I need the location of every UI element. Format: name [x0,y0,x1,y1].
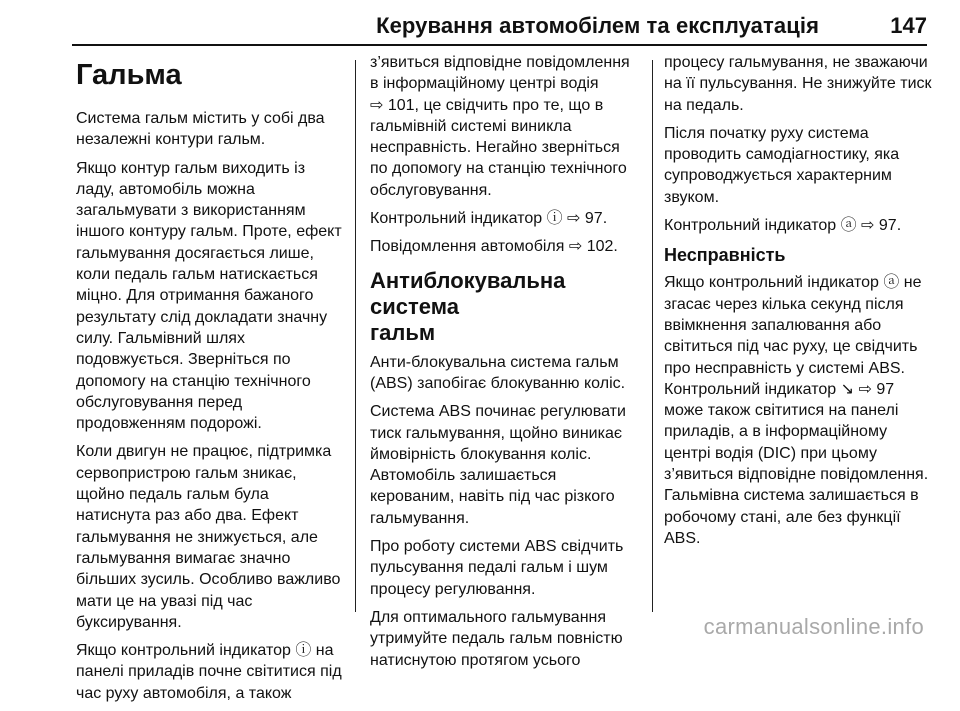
paragraph: Анти-блокувальна система гальм (ABS) запобігає блокуванню коліс. [370,353,626,392]
paragraph: Контрольний індикатор ⓐ ⇨ 97. [664,217,902,235]
paragraph: Контрольний індикатор ⓘ ⇨ 97. [370,210,608,228]
paragraph: Якщо контрольний індикатор ⓘ на панелі приладів почне світитися під час руху автомобіля, а також [76,642,342,702]
section-heading-brakes: Гальма [76,59,182,91]
page-number: 147 [890,13,927,38]
paragraph: Якщо контур гальм виходить із ладу, автомобіль можна загальмувати з використанням іншого контуру гальм. Проте, ефект гальмування досягається лише, коли педаль гальм натискається міцно. Для отримання бажаного результату слід докладати значну силу. Гальмівний шлях подовжується. Зверніться по допомогу на станцію технічного обслуговування перед продовженням подорожі. [76,159,342,433]
paragraph: Система гальм містить у собі два незалежні контури гальм. [76,110,325,149]
column-middle [370,52,648,678]
page-header [72,0,927,46]
section-heading-abs: Антиблокувальна система гальм [370,267,566,345]
paragraph: Коли двигун не працює, підтримка сервопристрою гальм зникає, щойно педаль гальм була натиснута раз або два. Ефект гальмування не знижується, але гальмування вимагає значно більших зусиль. Особливо важливо мати це на увазі під час буксирування. [76,443,341,631]
chapter-title: Керування автомобілем та експлуатація [376,13,819,38]
column-right [664,52,936,556]
column-left [76,52,352,711]
column-divider [355,60,356,612]
section-heading-malfunction: Несправність [664,245,786,266]
paragraph: Якщо контрольний індикатор ⓐ не згасає через кілька секунд після ввімкнення запалювання або світиться під час руху, це свідчить про несправність у системі ABS. Контрольний індикатор ↘ ⇨ 97 може також світитися на панелі приладів, а в інформаційному центрі водія (DIC) при цьому з’явиться відповідне повідомлення. Гальмівна система залишається в робочому стані, але без функції ABS. [664,274,929,547]
paragraph: Для оптимального гальмування утримуйте педаль гальм повністю натиснутою протягом усього [370,608,623,669]
paragraph: з’явиться відповідне повідомлення в інформаційному центрі водія ⇨ 101, це свідчить про те, що в гальмівній системі виникла несправність. Негайно зверніться по допомогу на станцію технічного обслуговування. [370,54,630,199]
paragraph: Повідомлення автомобіля ⇨ 102. [370,238,618,256]
paragraph: Про роботу системи ABS свідчить пульсування педалі гальм і шум процесу регулювання. [370,538,624,598]
column-divider [652,60,653,612]
paragraph: процесу гальмування, не зважаючи на її пульсування. Не знижуйте тиск на педаль. [664,54,932,114]
paragraph: Після початку руху система проводить самодіагностику, яка супроводжується характерним звуком. [664,124,900,206]
paragraph: Система ABS починає регулювати тиск гальмування, щойно виникає ймовірність блокування коліс. Автомобіль залишається керованим, навіть під час різкого гальмування. [370,403,626,527]
watermark: carmanualsonline.info [703,614,924,639]
